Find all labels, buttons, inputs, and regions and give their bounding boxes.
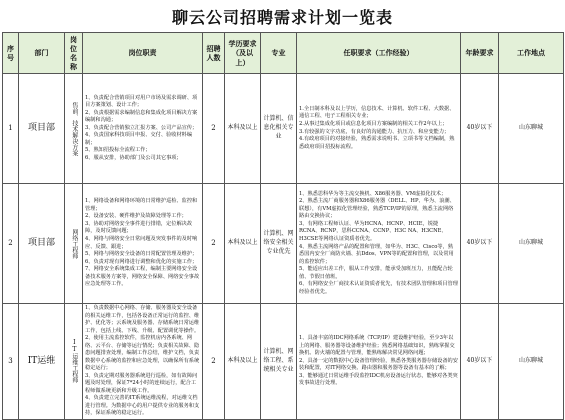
row-dept: IT运维 — [19, 304, 65, 420]
row-position-cell — [65, 74, 83, 184]
row-education: 本科及以上 — [225, 184, 261, 304]
row-requirements — [297, 74, 461, 184]
row-education: 本科及以上 — [225, 74, 261, 184]
requirement-item: 5、能适应出差工作，服从工作安排，能承受加班压力，且能配合轮值、节假日值班。 — [299, 266, 453, 280]
row-seq: 2 — [3, 184, 19, 304]
row-location: 山东聊城 — [499, 184, 564, 304]
duty-item: 1、负责数据中心网络、存储、服务器及安全设备的相关运维工作，包括各设备正常运行的监控、维护、优化等；云系统及服务器、存储系统日常运维工作，包括上线、下线、升级、配置调优等操作。 — [85, 305, 200, 334]
requirement-item: 4.有政府项目的对接经验，熟悉需求说明书、立项书等文档编制，熟悉政府项目招投标流程。 — [299, 136, 455, 150]
duty-item: 3、负责定期对服务器系统进行巡检，如有故障问题及时处理，保证7*24小时的连续运行，配合工程师做系统更新和升级工作。 — [85, 372, 198, 394]
row-duties — [83, 304, 203, 420]
requirement-item: 1、熟悉思科华为等主流交换机、X86服务器、VM虚拟化技术； — [299, 190, 447, 197]
row-age: 40岁以下 — [461, 304, 499, 420]
duty-item: 6、负责对现有网络进行调整和优化的实施工作； — [85, 258, 198, 265]
row-education: 本科及以上 — [225, 304, 261, 420]
table-row — [3, 74, 564, 184]
row-location: 山东聊城 — [499, 74, 564, 184]
table-row — [3, 184, 564, 304]
duty-item: 3、负责配合营销独立汇报方案、公司产品宣传； — [85, 124, 198, 131]
requirement-item: 6、有网络安全厂商技术认证资质者优先，有技术团队管理和项目管理经验者优先。 — [299, 281, 458, 295]
row-requirements — [297, 304, 461, 420]
header-dept: 部门 — [19, 33, 65, 74]
duty-item: 2、使用主流监控软件，监控机房内各系统、网络、云平台、存储等运行情况；负责相关故障、隐患问题排查处理，编制工作总结，维护文档，负责数据中心系统的监控和应急处理，以确保所有系统稳定运行； — [85, 335, 200, 372]
requirement-item: 3、能够通过日常运维手段监控IDC机房设备运行状态，能够对各类突发事故进行处理。 — [299, 372, 458, 387]
header-seq: 序号 — [3, 33, 19, 74]
row-count: 2 — [203, 74, 225, 184]
requirement-item: 2、具备一定的数据中心设备管理经验，熟悉各类服务器存储设备的安装和配置，对IT网络交换、路由器和服务器等设备有基本的了解； — [299, 357, 458, 372]
header-age: 年龄要求 — [461, 33, 499, 74]
header-major: 专业 — [261, 33, 297, 74]
row-age: 40岁以下 — [461, 184, 499, 304]
requirement-item: 1、具备丰富的IDC网络系统（TCP/IP）建设维护经验，至少3年以上的网络、服务器等设备维护经验；熟悉网络基础知识，熟练掌握交换机、防火墙的配置与管理，能熟练解决常见网络问题； — [299, 335, 455, 357]
row-major: 计算机、网络安全相关专业优先 — [261, 184, 297, 304]
row-requirements — [297, 184, 461, 304]
row-dept: 项目部 — [19, 74, 65, 184]
header-position: 岗位名称 — [65, 33, 83, 74]
row-age: 40岁以下 — [461, 74, 499, 184]
row-location: 山东聊城 — [499, 304, 564, 420]
row-major: 计算机、信息化相关专业 — [261, 74, 297, 184]
requirement-item: 2、熟悉主流厂商服务器和X86服务器（DELL、HP、华为、浪潮、联想），有VM虚拟化管理经验，熟悉TCP/IP的原理，熟悉主流网络路由交换协议； — [299, 198, 455, 220]
row-count: 2 — [203, 304, 225, 420]
requirement-item: 1.全日制本科及以上学历，信息技术、计算机、软件工程、大数据、通信工程、电子工程相关专业； — [299, 105, 455, 120]
duty-item: 7、网络安全系统集成工程，编制主要网络安全设备技术服务方案等，网络安全保障、网络安全事故应急处理等工作。 — [85, 266, 200, 288]
requirement-item: 2.从事过集成化项目或信息化项目方案编制的相关工作2年以上； — [299, 120, 448, 127]
duty-item: 5、熟知招投标全流程工作； — [85, 147, 151, 154]
header-location: 工作地点 — [499, 33, 564, 74]
row-count: 2 — [203, 184, 225, 304]
header-education: 学历要求（及以上） — [225, 33, 261, 74]
header-duties: 岗位职责 — [83, 33, 203, 74]
header-count: 招聘人数 — [203, 33, 225, 74]
requirement-item: 3、有网络工程师认证、华为HCNA、HCNP、HCIE，锐捷RCNA、RCNP，思科CCNA、CCNP、H3C NA、H3CNE、H3CSE等网络认证资质者优先。 — [299, 220, 447, 242]
row-duties — [83, 74, 203, 184]
recruitment-table — [2, 32, 564, 420]
row-position-cell — [65, 304, 83, 420]
page-title: 聊云公司招聘需求计划一览表 — [171, 7, 393, 27]
row-position: 网络工程师 — [70, 228, 78, 259]
row-seq: 1 — [3, 74, 19, 184]
row-position-cell — [65, 184, 83, 304]
duty-item: 3、协助对网络安全事件进行排错，定位解决故障，及时反馈问题； — [85, 220, 193, 235]
duty-item: 2、负责根据需求编制信息和集成化项目解决方案编制和沟通； — [85, 109, 198, 124]
requirement-item: 3.有较强的文字功底，有良好的沟通能力、抗压力、和应变能力； — [299, 128, 450, 135]
duty-item: 2、设备安装、硬件维护及故障处理等工作； — [85, 213, 187, 220]
row-major: 计算机、网络工程、系统相关专业 — [261, 304, 297, 420]
row-duties — [83, 184, 203, 304]
row-dept: 项目部 — [19, 184, 65, 304]
requirement-item: 4、熟悉主流网络产品的配置和管理，如华为、H3C、Cisco等，熟悉国内安全厂商防火墙、抗Ddos、VPN等的配置和管理，以及常用的监控软件； — [299, 243, 454, 265]
duty-item: 1、负责配合营销项目对用户市场及需求调研、项目方案策划、设计工作； — [85, 94, 198, 109]
duty-item: 4、网络与网络安全日常问题及突发事件的及时响应、反馈、跟进； — [85, 235, 198, 250]
duty-item: 4、负责国家科技项目申报、交付、验收材料编制； — [85, 132, 193, 146]
header-row — [3, 33, 564, 74]
duty-item: 1、网络设备和网络环境的日常维护巡检、监控和管理； — [85, 198, 198, 212]
row-seq: 3 — [3, 304, 19, 420]
duty-item: 5、网络与网络安全设备的日常配置管理及维护； — [85, 251, 198, 258]
duty-item: 6、服从安排，协助部门及公司其它事项； — [85, 154, 182, 161]
duty-item: 4、负责建立完善的IT系统运维流程，对运维文档进行管理。为数据中心的用户提供专业的服务和支持，保证系统的稳定运行。 — [85, 395, 200, 417]
table-row — [3, 304, 564, 420]
header-requirements: 任职要求（工作经验） — [297, 33, 461, 74]
row-position: 售前、技术解决方案 — [70, 101, 78, 156]
row-position: IT运维工程师 — [70, 339, 78, 384]
